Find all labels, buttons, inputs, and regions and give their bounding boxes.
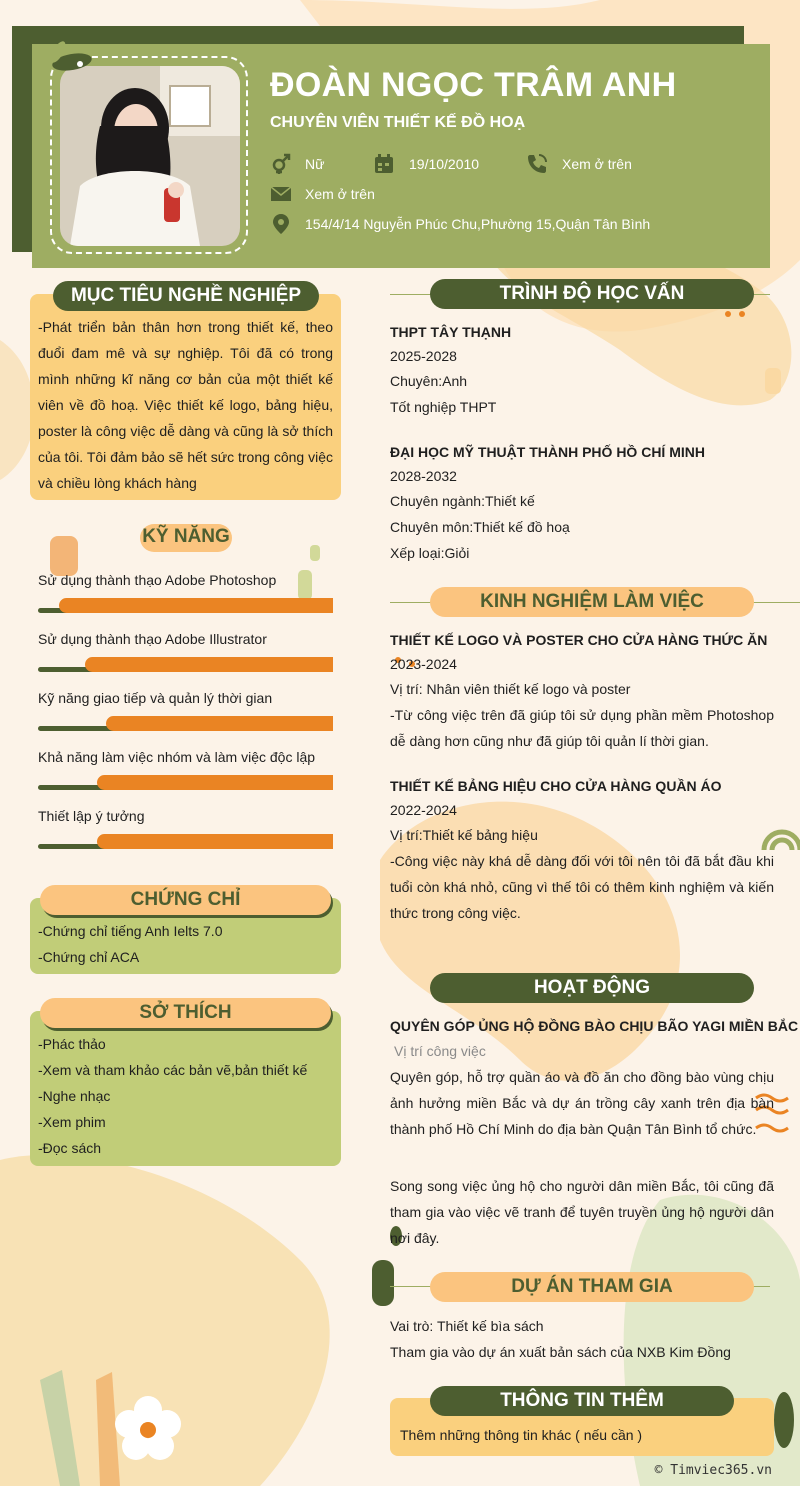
- experience-position: Vị trí:Thiết kế bảng hiệu: [390, 827, 538, 843]
- experience-title: THIẾT KẾ BẢNG HIỆU CHO CỬA HÀNG QUẦN ÁO: [390, 778, 722, 794]
- education-years: 2028-2032: [390, 468, 457, 484]
- activity-title: QUYÊN GÓP ỦNG HỘ ĐỒNG BÀO CHỊU BÃO YAGI MIỀN BẮC: [390, 1018, 799, 1034]
- education-grade: Xếp loại:Giỏi: [390, 545, 470, 561]
- education-major: Chuyên ngành:Thiết kế: [390, 493, 535, 509]
- hobbies-heading: SỞ THÍCH: [40, 998, 331, 1028]
- hobby-item: -Nghe nhạc: [38, 1088, 111, 1104]
- education-result: Tốt nghiệp THPT: [390, 399, 497, 415]
- education-major: Chuyên:Anh: [390, 373, 468, 389]
- certificates-heading: CHỨNG CHỈ: [40, 885, 331, 915]
- skill-bar-fill: [97, 834, 333, 849]
- more-info-heading: THÔNG TIN THÊM: [430, 1386, 734, 1416]
- experience-description: -Công việc này khá dễ dàng đối với tôi nên tôi đã bắt đầu khi tuổi còn khá nhỏ, cũng vì thế tôi có thêm kinh nghiệm và kiến thức trong công việc.: [390, 853, 774, 921]
- activities-heading: HOẠT ĐỘNG: [430, 973, 754, 1003]
- more-info-text: Thêm những thông tin khác ( nếu cần ): [400, 1427, 643, 1443]
- skill-label: Kỹ năng giao tiếp và quản lý thời gian: [38, 690, 273, 706]
- hobby-item: -Phác thảo: [38, 1036, 106, 1052]
- hobby-item: -Xem và tham khảo các bản vẽ,bản thiết kế: [38, 1062, 308, 1078]
- skills-heading: KỸ NĂNG: [142, 526, 230, 547]
- activity-description: Quyên góp, hỗ trợ quần áo và đồ ăn cho đồng bào vùng chịu ảnh hưởng miền Bắc và dự án trồng cây xanh trên địa bàn thành phố Hồ Chí Minh do địa bàn Quận Tân Bình tổ chức.: [390, 1069, 774, 1137]
- education-heading: TRÌNH ĐỘ HỌC VẤN: [430, 279, 754, 309]
- experience-description: -Từ công việc trên đã giúp tôi sử dụng phần mềm Photoshop dễ dàng hơn cũng như đã giúp tôi quản lí thời gian.: [390, 707, 774, 749]
- certificate-item: -Chứng chỉ ACA: [38, 949, 140, 965]
- location-icon: [270, 213, 292, 235]
- job-title: CHUYÊN VIÊN THIẾT KẾ ĐỒ HOẠ: [270, 114, 526, 131]
- skill-label: Sử dụng thành thạo Adobe Photoshop: [38, 572, 277, 588]
- skill-label: Sử dụng thành thạo Adobe Illustrator: [38, 631, 267, 647]
- experience-title: THIẾT KẾ LOGO VÀ POSTER CHO CỬA HÀNG THỨC ĂN: [390, 632, 768, 648]
- experience-heading: KINH NGHIỆM LÀM VIỆC: [430, 587, 754, 617]
- experience-position: Vị trí: Nhân viên thiết kế logo và poster: [390, 681, 631, 697]
- activity-position-placeholder: Vị trí công việc: [394, 1043, 486, 1059]
- footer-credit: © Timviec365.vn: [654, 1463, 772, 1478]
- hobby-item: -Đọc sách: [38, 1140, 102, 1156]
- skill-bar-fill: [85, 657, 333, 672]
- project-description: Tham gia vào dự án xuất bản sách của NXB Kim Đồng: [390, 1344, 731, 1360]
- birthdate-value: 19/10/2010: [409, 156, 480, 172]
- education-years: 2025-2028: [390, 348, 457, 364]
- email-icon: [270, 183, 292, 205]
- address-value: 154/4/14 Nguyễn Phúc Chu,Phường 15,Quận Tân Bình: [305, 216, 651, 232]
- candidate-name: ĐOÀN NGỌC TRÂM ANH: [270, 66, 677, 104]
- experience-years: 2023-2024: [390, 656, 457, 672]
- activity-description: Song song việc ủng hộ cho người dân miền Bắc, tôi cũng đã tham gia vào việc vẽ tranh để tuyên truyền ủng hộ người dân nơi đây.: [390, 1178, 774, 1246]
- education-specialty: Chuyên môn:Thiết kế đồ hoạ: [390, 519, 570, 535]
- calendar-icon: [373, 153, 395, 175]
- email-value[interactable]: Xem ở trên: [305, 186, 375, 202]
- project-role: Vai trò: Thiết kế bìa sách: [390, 1318, 544, 1334]
- certificate-item: -Chứng chỉ tiếng Anh Ielts 7.0: [38, 923, 223, 939]
- skill-label: Khả năng làm việc nhóm và làm việc độc lập: [38, 749, 316, 765]
- avatar: [60, 66, 240, 246]
- gender-value: Nữ: [305, 156, 325, 172]
- projects-heading: DỰ ÁN THAM GIA: [430, 1272, 754, 1302]
- skill-bar-fill: [97, 775, 333, 790]
- objective-heading: MỤC TIÊU NGHỀ NGHIỆP: [53, 281, 319, 311]
- skill-label: Thiết lập ý tưởng: [38, 808, 145, 824]
- education-school: THPT TÂY THẠNH: [390, 324, 512, 340]
- gender-icon: [270, 153, 292, 175]
- objective-text: -Phát triển bản thân hơn trong thiết kế, theo đuổi đam mê và sự nghiệp. Tôi đã có trong mình những kĩ năng cơ bản của một thiết kế viên về đồ hoạ. Việc thiết kế logo, bảng hiệu, poster là công việc dễ dàng và cũng là sở thích của tôi. Tôi đảm bảo sẽ hết sức trong công việc và chiều lòng khách hàng: [38, 319, 333, 491]
- skill-bar-fill: [106, 716, 333, 731]
- phone-icon: [526, 153, 548, 175]
- leaf-icon: [32, 34, 102, 84]
- profile-photo-icon: [60, 66, 240, 246]
- hobby-item: -Xem phim: [38, 1114, 106, 1130]
- skill-bar-fill: [59, 598, 333, 613]
- education-school: ĐẠI HỌC MỸ THUẬT THÀNH PHỐ HỒ CHÍ MINH: [390, 444, 705, 460]
- experience-years: 2022-2024: [390, 802, 457, 818]
- phone-value[interactable]: Xem ở trên: [562, 156, 632, 172]
